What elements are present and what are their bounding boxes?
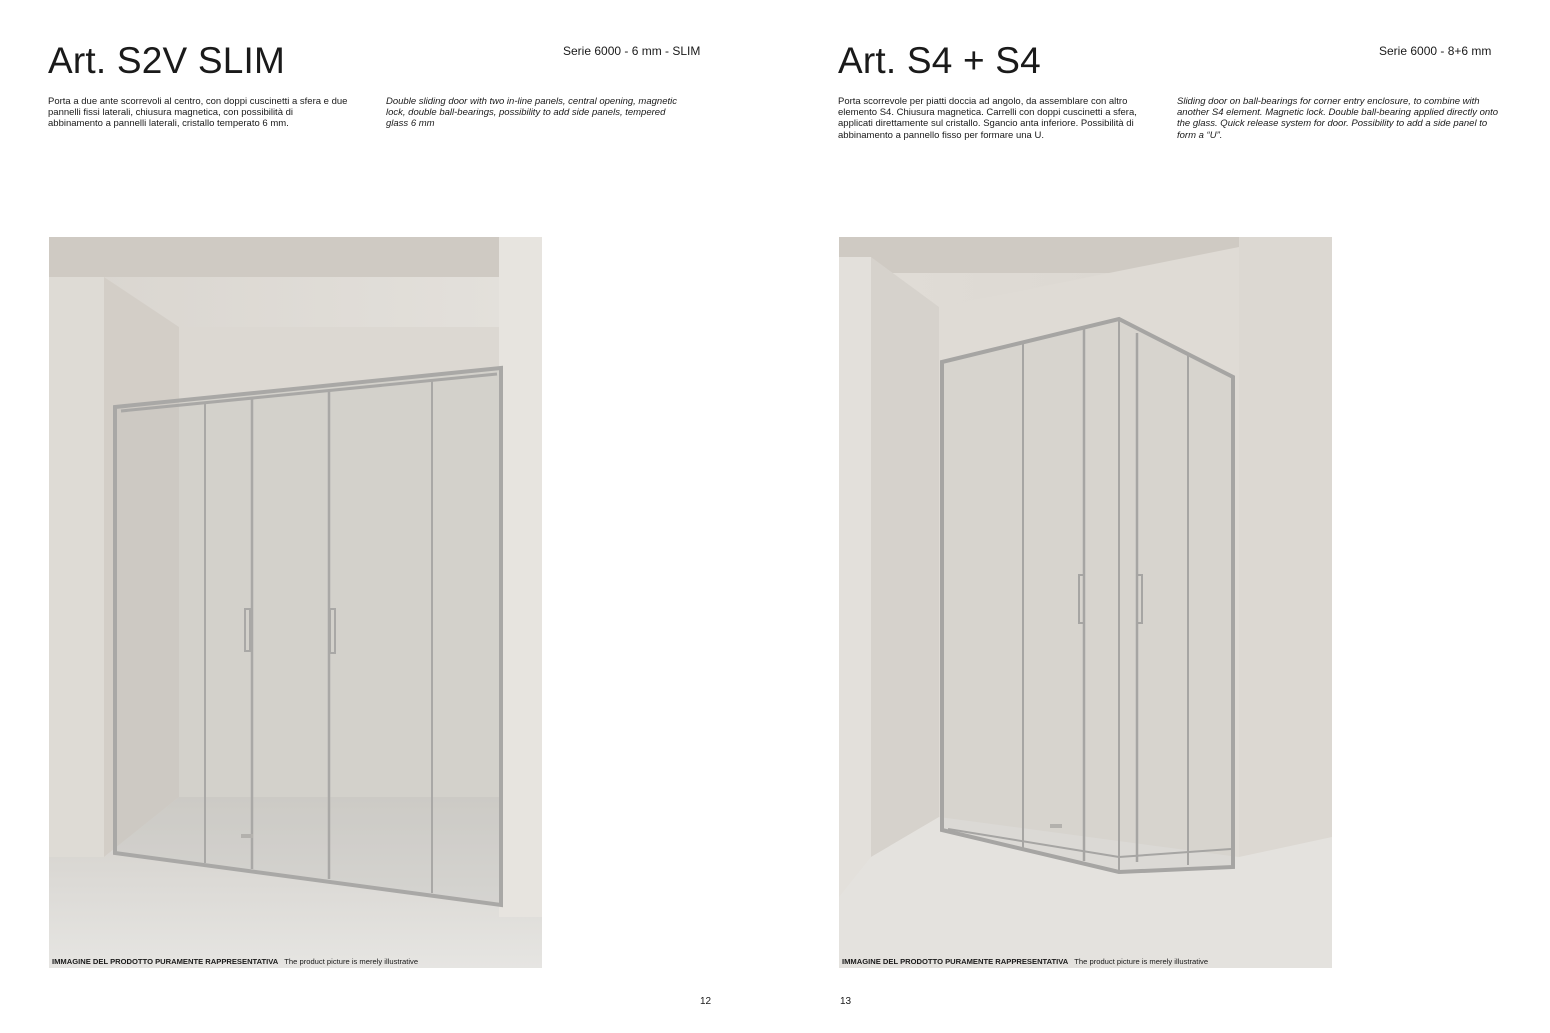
caption-italian: IMMAGINE DEL PRODOTTO PURAMENTE RAPPRESENTATIVA xyxy=(52,957,279,966)
caption-english: The product picture is merely illustrative xyxy=(284,957,419,966)
image-caption xyxy=(842,957,1208,966)
image-caption xyxy=(52,957,418,966)
description-english: Double sliding door with two in-line panels, central opening, magnetic lock, double ball-bearings, possibility to add side panels, tempered glass 6 mm xyxy=(386,96,677,130)
shower-enclosure-illustration xyxy=(839,237,1332,968)
right-page xyxy=(775,0,1550,1033)
product-title: Art. S4 + S4 xyxy=(838,40,1041,81)
description-italian: Porta a due ante scorrevoli al centro, con doppi cuscinetti a sfera e due pannelli fissi laterali, chiusura magnetica, con possibilità di abbinamento a pannelli laterali, cristallo temperato 6 mm. xyxy=(48,96,348,130)
caption-italian: IMMAGINE DEL PRODOTTO PURAMENTE RAPPRESENTATIVA xyxy=(842,957,1069,966)
product-photo xyxy=(49,237,542,968)
series-label: Serie 6000 - 6 mm - SLIM xyxy=(563,44,701,58)
product-photo xyxy=(839,237,1332,968)
caption-english: The product picture is merely illustrative xyxy=(1074,957,1209,966)
description-italian: Porta scorrevole per piatti doccia ad angolo, da assemblare con altro elemento S4. Chiusura magnetica. Carrelli con doppi cuscinetti a sfera, applicati direttamente sul cristallo. Sgancio anta inferiore. Possibilità di abbinamento a pannello fisso per formare una U. xyxy=(838,96,1137,141)
series-label: Serie 6000 - 8+6 mm xyxy=(1379,44,1492,58)
description-english: Sliding door on ball-bearings for corner entry enclosure, to combine with another S4 element. Magnetic lock. Double ball-bearing applied directly onto the glass. Quick release system for door. Possibility to add a side panel to form a “U”. xyxy=(1177,96,1499,141)
page-number: 12 xyxy=(700,996,712,1007)
page-number: 13 xyxy=(840,996,852,1007)
product-title: Art. S2V SLIM xyxy=(48,40,286,81)
shower-enclosure-illustration xyxy=(49,237,542,968)
